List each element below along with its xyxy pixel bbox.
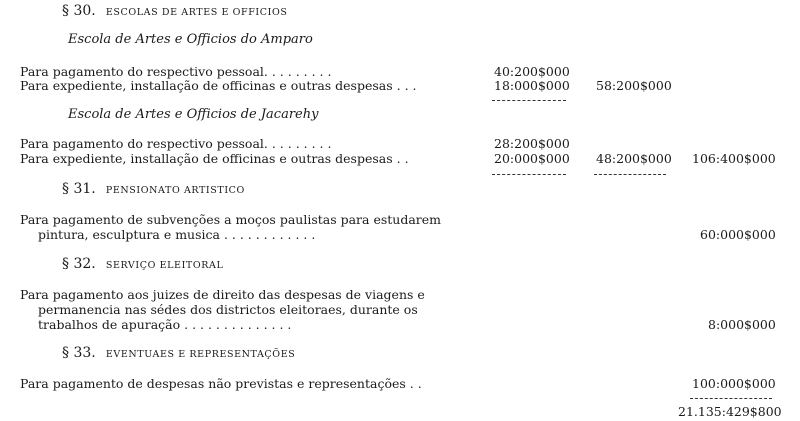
sum-rule: [690, 398, 772, 399]
sum-rule: [594, 174, 666, 175]
section-number: § 33.: [62, 345, 96, 361]
section-30-heading: [62, 3, 287, 19]
subtotal: 58:200$000: [596, 78, 672, 93]
amount: 20:000$000: [494, 151, 570, 166]
amount: 28:200$000: [494, 136, 570, 151]
section-title: PENSIONATO ARTISTICO: [105, 185, 245, 196]
section-33-heading: [62, 345, 295, 361]
section-total: 60:000$000: [700, 227, 776, 242]
section-title: ESCOLAS DE ARTES E OFFICIOS: [105, 7, 288, 18]
amount: 40:200$000: [494, 64, 570, 79]
line-item: pintura, esculptura e musica . . . . . . . . . . . .: [38, 227, 316, 242]
sum-rule: [492, 100, 566, 101]
line-item: Para pagamento do respectivo pessoal. . . . . . . . .: [20, 64, 332, 79]
line-item: Para expediente, installação de officinas e outras despesas . . .: [20, 78, 417, 93]
section-total: 106:400$000: [692, 151, 776, 166]
amount: 18:000$000: [494, 78, 570, 93]
line-item: permanencia nas sédes dos districtos eleitoraes, durante os: [38, 302, 418, 317]
section-number: § 31.: [62, 181, 96, 197]
section-total: 8:000$000: [708, 317, 776, 332]
line-item: Para pagamento de despesas não previstas e representações . .: [20, 376, 422, 391]
school-name-amparo: Escola de Artes e Officios do Amparo: [68, 32, 313, 47]
line-item: Para pagamento de subvenções a moços paulistas para estudarem: [20, 212, 442, 227]
section-31-heading: [62, 181, 245, 197]
school-name-jacarehy: Escola de Artes e Officios de Jacarehy: [68, 107, 319, 122]
section-number: § 30.: [62, 3, 96, 19]
section-title: EVENTUAES E REPRESENTAÇÕES: [105, 349, 296, 360]
sum-rule: [492, 174, 566, 175]
line-item: trabalhos de apuração . . . . . . . . . . . . . .: [38, 317, 292, 332]
section-title: SERVIÇO ELEITORAL: [105, 260, 224, 271]
line-item: Para pagamento aos juizes de direito das despesas de viagens e: [20, 287, 425, 302]
section-number: § 32.: [62, 256, 96, 272]
section-32-heading: [62, 256, 223, 272]
grand-total: 21.135:429$800: [678, 404, 782, 419]
section-total: 100:000$000: [692, 376, 776, 391]
line-item: Para expediente, installação de officinas e outras despesas . .: [20, 151, 409, 166]
line-item: Para pagamento do respectivo pessoal. . . . . . . . .: [20, 136, 332, 151]
subtotal: 48:200$000: [596, 151, 672, 166]
